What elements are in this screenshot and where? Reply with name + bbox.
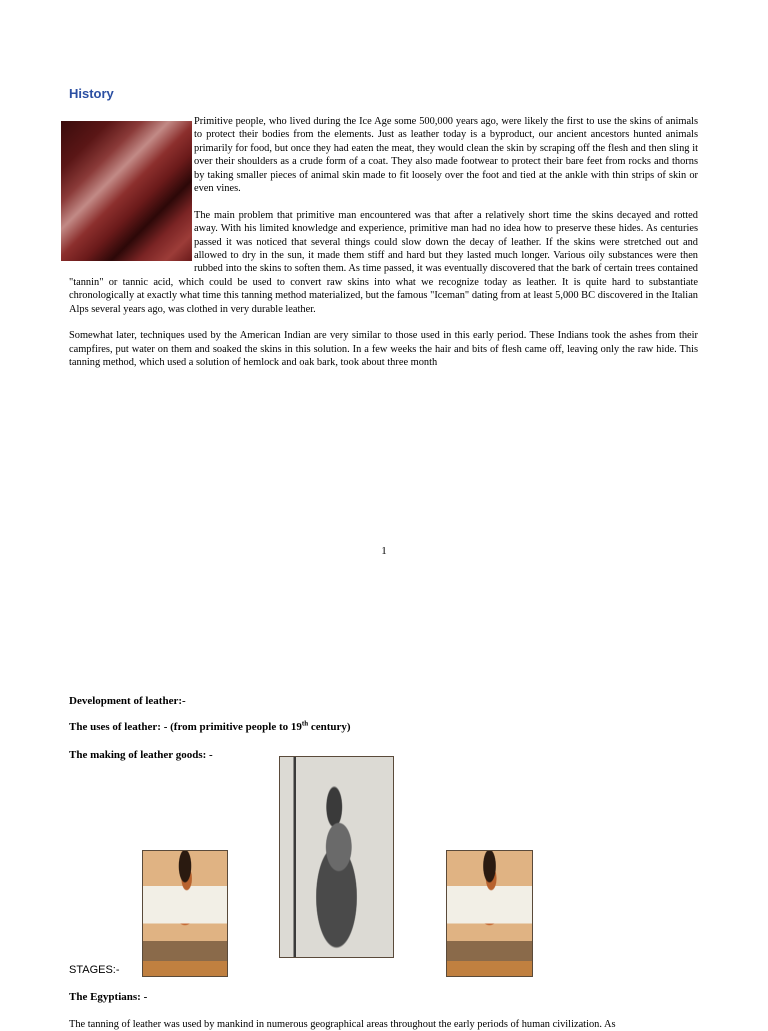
making-heading: The making of leather goods: - bbox=[69, 749, 213, 761]
uses-heading bbox=[69, 721, 351, 733]
uses-heading-text: The uses of leather: - (from primitive people to 19 bbox=[69, 721, 302, 733]
stages-label: STAGES:- bbox=[69, 964, 120, 976]
paragraph-3: Somewhat later, techniques used by the American Indian are very similar to those used in this early period. These Indians took the ashes from their campfires, put water on them and soaked the skins in this solution. In a few weeks the hair and bits of flesh came off, leaving only the raw hide. This tanning method, which used a solution of hemlock and oak bark, took about three month bbox=[69, 330, 698, 369]
history-body bbox=[69, 115, 698, 383]
egyptians-heading: The Egyptians: - bbox=[69, 991, 148, 1003]
uses-heading-sup: th bbox=[301, 719, 309, 728]
leather-texture-image bbox=[61, 121, 192, 261]
development-heading: Development of leather:- bbox=[69, 695, 186, 707]
egyptian-figure-right bbox=[446, 850, 533, 977]
egyptian-figure-left bbox=[142, 850, 228, 977]
egyptians-body: The tanning of leather was used by mankind in numerous geographical areas throughout the early periods of human civilization. As bbox=[69, 1019, 616, 1030]
page-number: 1 bbox=[381, 545, 387, 557]
history-heading: History bbox=[69, 86, 114, 101]
paragraph-1: Primitive people, who lived during the Ice Age some 500,000 years ago, were likely the first to use the skins of animals to protect their bodies from the elements. Just as leather today is a byproduct, our ancient ancestors hunted animals primarily for food, but once they had eaten the meat, they would clean the skin by scraping off the flesh and then sling it over their shoulders as a crude form of a coat. They also made footwear to protect their bare feet from rocks and thorns by taking smaller pieces of animal skin made to fit loosely over the foot and tied at the ankle with thin strips of skin or even vines. bbox=[194, 116, 698, 195]
warrior-figure bbox=[279, 756, 394, 958]
paragraph-2: The main problem that primitive man encountered was that after a relatively short time the skins decayed and rotted away. With his limited knowledge and experience, primitive man had no idea how to preserve these hides. As centuries passed it was noticed that several things could slow down the decay of leather. If the skins were stretched out and allowed to dry in the sun, it made them stiff and hard but they lasted much longer. Various oily substances were then rubbed into the skins to soften them. As time passed, it was eventually discovered that the bark of certain trees contained "tannin" or tannic acid, which could be used to convert raw skins into what we recognize today as leather. It is quite hard to substantiate chronologically at exactly what time this tanning method materialized, but the famous "Iceman" dating from at least 5,000 BC discovered in the Italian Alps several years ago, was clothed in very durable leather. bbox=[69, 209, 698, 315]
uses-heading-end: century) bbox=[308, 721, 351, 733]
